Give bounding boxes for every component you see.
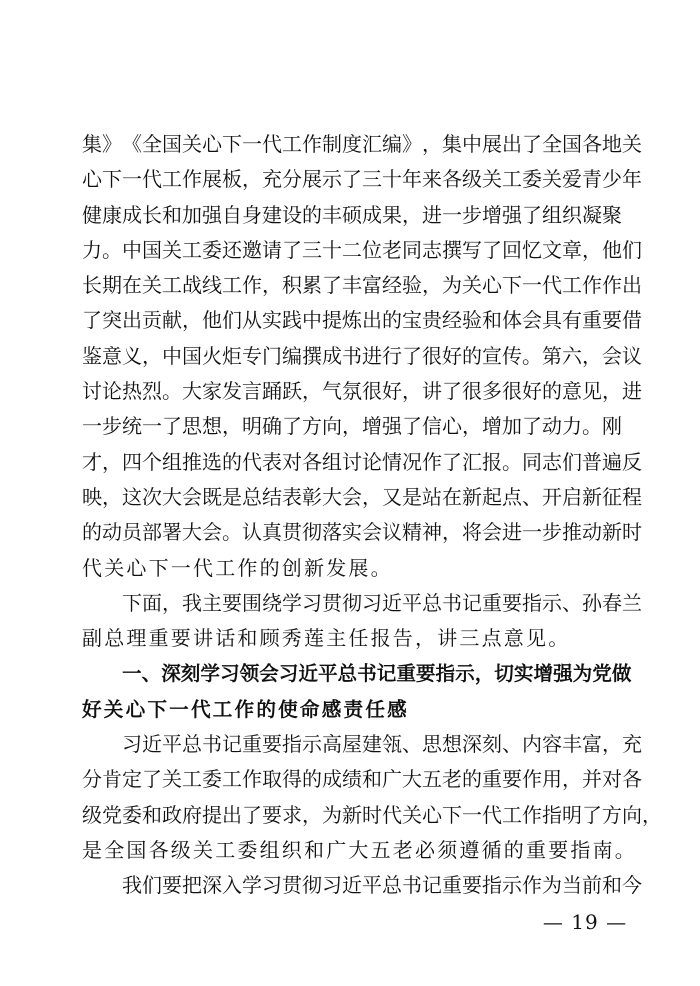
text-line: 长 期 在 关 工 战 线 工 作 ， 积 累 了 丰 富 经 验 ， 为 关 心 下 一 代 工 作 作 出 bbox=[82, 273, 642, 298]
text-line: 习 近 平 总 书 记 重 要 指 示 高 屋 建 瓴 、 思 想 深 刻 、 内 容 丰 富 ， 充 bbox=[122, 732, 642, 757]
body-text bbox=[82, 127, 662, 904]
text-line: 鉴 意 义 ， 中 国 火 炬 专 门 编 撰 成 书 进 行 了 很 好 的 宣 传 。 第 六 ， 会 议 bbox=[82, 343, 642, 368]
text-line: 了 突 出 贡 献 ， 他 们 从 实 践 中 提 炼 出 的 宝 贵 经 验 和 体 会 具 有 重 要 借 bbox=[82, 308, 642, 333]
page-number: — 19 — bbox=[542, 910, 628, 934]
text-line: 副总理重要讲话和顾秀莲主任报告，讲三点意见。 bbox=[82, 626, 571, 651]
text-line: 我 们 要 把 深 入 学 习 贯 彻 习 近 平 总 书 记 重 要 指 示 作 为 当 前 和 今 bbox=[122, 873, 642, 898]
text-line: 健 康 成 长 和 加 强 自 身 建 设 的 丰 硕 成 果 ， 进 一 步 增 强 了 组 织 凝 聚 bbox=[82, 202, 622, 227]
text-line: 讨 论 热 烈 。 大 家 发 言 踊 跃 ， 气 氛 很 好 ， 讲 了 很 多 很 好 的 意 见 ， 进 bbox=[82, 379, 642, 404]
text-line: 映 ， 这 次 大 会 既 是 总 结 表 彰 大 会 ， 又 是 站 在 新 起 点 、 开 启 新 征 程 bbox=[82, 484, 642, 509]
text-line: 代关心下一代工作的创新发展。 bbox=[82, 555, 393, 580]
text-line: 集 》 《 全 国 关 心 下 一 代 工 作 制 度 汇 编 》 ， 集 中 展 出 了 全 国 各 地 关 bbox=[82, 132, 642, 156]
text-line: 力 。 中 国 关 工 委 还 邀 请 了 三 十 二 位 老 同 志 撰 写 了 回 忆 文 章 ， 他 们 bbox=[82, 237, 642, 262]
section-heading-line: 一 、 深 刻 学 习 领 会 习 近 平 总 书 记 重 要 指 示 ， 切 实 增 强 为 党 做 bbox=[122, 662, 632, 686]
text-line: 一 步 统 一 了 思 想 ， 明 确 了 方 向 ， 增 强 了 信 心 ， 增 加 了 动 力 。 刚 bbox=[82, 414, 622, 439]
text-line: 的 动 员 部 署 大 会 。 认 真 贯 彻 落 实 会 议 精 神 ， 将 会 进 一 步 推 动 新 时 bbox=[82, 520, 642, 545]
text-line: 才 ， 四 个 组 推 选 的 代 表 对 各 组 讨 论 情 况 作 了 汇 报 。 同 志 们 普 遍 反 bbox=[82, 449, 642, 474]
text-line: 分 肯 定 了 关 工 委 工 作 取 得 的 成 绩 和 广 大 五 老 的 重 要 作 用 ， 并 对 各 bbox=[82, 767, 642, 792]
text-line: 级 党 委 和 政 府 提 出 了 要 求 ， 为 新 时 代 关 心 下 一 代 工 作 指 明 了 方 向 ， bbox=[82, 802, 662, 827]
text-line: 是全国各级关工委组织和广大五老必须遵循的重要指南。 bbox=[82, 837, 637, 862]
text-line: 下 面 ， 我 主 要 围 绕 学 习 贯 彻 习 近 平 总 书 记 重 要 指 示 、 孙 春 兰 bbox=[122, 590, 642, 615]
text-line: 心 下 一 代 工 作 展 板 ， 充 分 展 示 了 三 十 年 来 各 级 关 工 委 关 爱 青 少 年 bbox=[82, 167, 642, 192]
section-heading-line: 好关心下一代工作的使命感责任感 bbox=[82, 697, 409, 721]
